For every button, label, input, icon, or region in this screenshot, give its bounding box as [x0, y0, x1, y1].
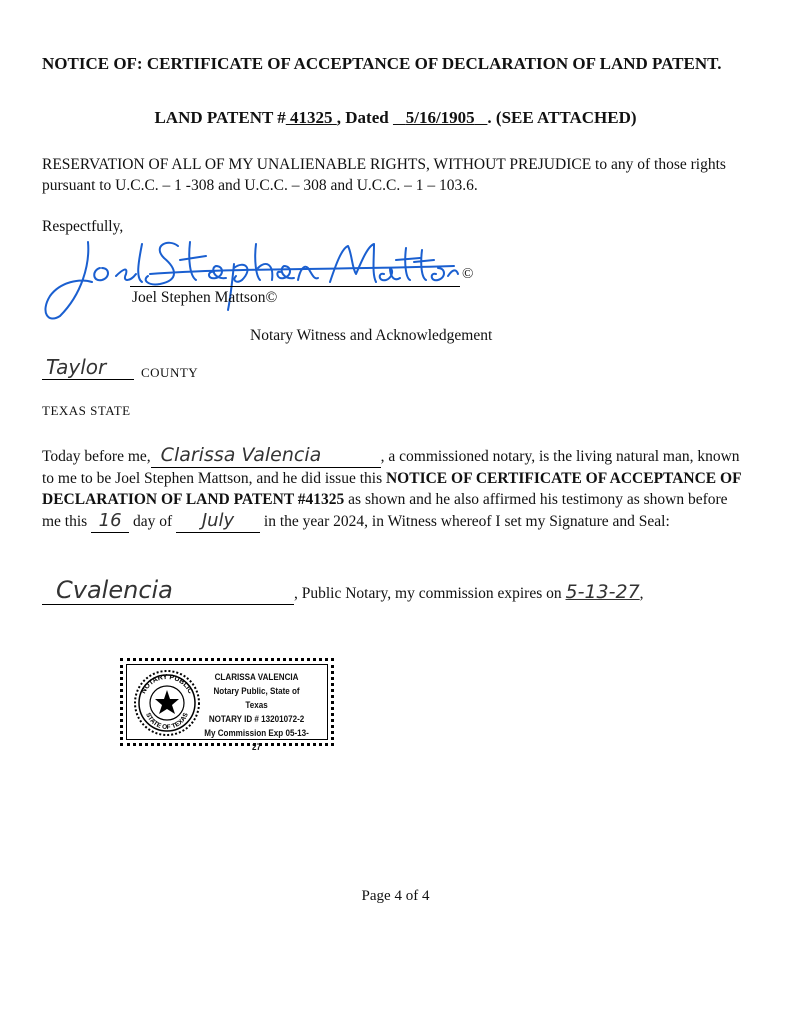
printed-name: Joel Stephen Mattson© — [132, 289, 278, 306]
notary-name-blank — [151, 445, 381, 468]
seal-bottom-text: STATE OF TEXAS — [144, 711, 190, 732]
ack-bold-notice: NOTICE OF CERTIFICATE OF ACCEPTANCE OF DECLARATION OF LAND PATENT #41325 — [42, 470, 741, 508]
month-handwritten: July — [201, 510, 235, 531]
dated-label: , Dated — [336, 108, 389, 127]
county-blank — [42, 379, 134, 380]
reservation-paragraph: RESERVATION OF ALL OF MY UNALIENABLE RIGHTS, WITHOUT PREJUDICE to any of those rights pursuant to U.C.C. – 1 -308 and U.C.C. – 308 and U.C.C. – 1 – 103.6. — [42, 156, 726, 194]
ack-text-5: in the year 2024, in Witness whereof I set my Signature and Seal: — [263, 513, 670, 530]
notary-signature-handwritten: Cvalencia — [56, 576, 173, 604]
stamp-line-4: My Commission Exp 05-13-27 — [204, 728, 309, 753]
notary-signature-blank — [42, 576, 294, 605]
signature-line — [130, 286, 460, 287]
county-handwritten: Taylor — [46, 355, 107, 379]
notary-signature-line — [42, 576, 747, 605]
state-label: TEXAS STATE — [42, 403, 131, 418]
expires-handwritten: 5-13-27 — [565, 581, 640, 603]
patent-suffix: . (SEE ATTACHED) — [487, 108, 637, 127]
closing-text: Respectfully, — [42, 218, 124, 235]
notary-heading: Notary Witness and Acknowledgement — [250, 327, 493, 344]
stamp-line-2: Notary Public, State of Texas — [213, 686, 300, 711]
stamp-line-1: CLARISSA VALENCIA — [214, 672, 299, 683]
patent-prefix: LAND PATENT # — [154, 108, 286, 127]
blue-signature — [30, 224, 460, 324]
ack-text-3: as shown and he also affirmed his testimony as shown before me this — [42, 491, 728, 530]
patent-line — [0, 108, 791, 128]
month-blank — [176, 510, 260, 533]
notary-stamp — [120, 658, 334, 753]
notary-seal-icon — [133, 669, 201, 737]
patent-number: 41325 — [290, 108, 333, 127]
ack-text-2: , a commissioned notary, is the living natural man, known to me to be Joel Stephen Mattson, and he did issue this — [42, 448, 740, 487]
day-handwritten: 16 — [98, 510, 122, 531]
stamp-line-3: NOTARY ID # 13201072-2 — [208, 714, 305, 725]
svg-text:STATE OF TEXAS — [144, 711, 190, 731]
notary-name-handwritten: Clarissa Valencia — [160, 444, 322, 466]
stamp-text — [203, 671, 310, 755]
commission-end: , — [639, 585, 644, 602]
ack-text-4: day of — [132, 513, 173, 530]
patent-date: 5/16/1905 — [405, 108, 475, 127]
ack-text-1: Today before me, — [42, 448, 151, 465]
acknowledgement-paragraph — [42, 445, 747, 533]
signature-copyright: © — [462, 266, 474, 282]
star-icon — [155, 690, 179, 714]
commission-text: , Public Notary, my commission expires on — [294, 585, 562, 602]
document-title: NOTICE OF: CERTIFICATE OF ACCEPTANCE OF DECLARATION OF LAND PATENT. — [42, 54, 722, 73]
page-number: Page 4 of 4 — [361, 888, 430, 904]
seal-top-text: NOTARY PUBLIC — [140, 673, 194, 695]
county-label: COUNTY — [141, 365, 199, 380]
day-blank — [91, 510, 129, 533]
